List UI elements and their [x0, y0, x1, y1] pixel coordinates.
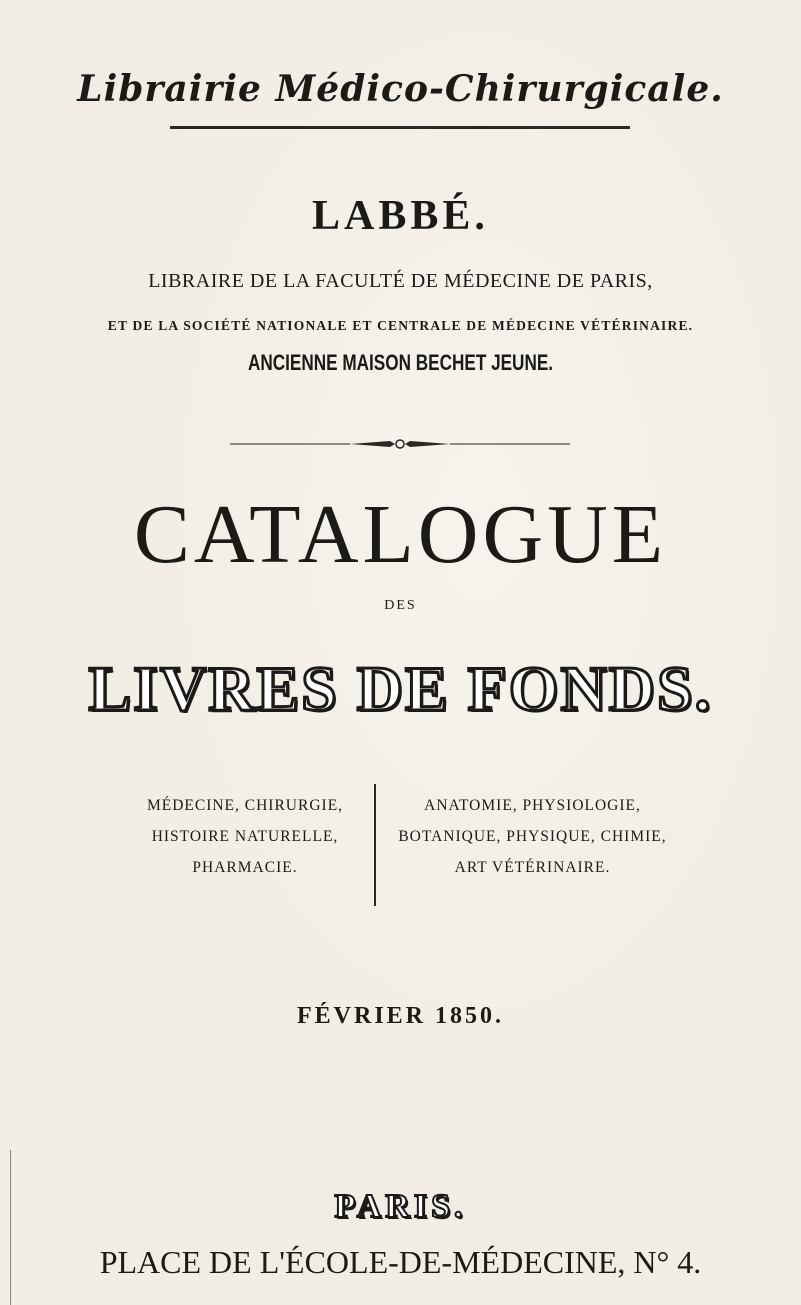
publisher-line-faculty: LIBRAIRE DE LA FACULTÉ DE MÉDECINE DE PARIS,	[148, 270, 653, 292]
imprint-city: PARIS.	[334, 1188, 467, 1225]
header-rule	[170, 126, 630, 129]
subject-line: ANATOMIE, PHYSIOLOGIE,	[424, 797, 641, 814]
subject-line: PHARMACIE.	[192, 859, 298, 876]
catalogue-subtitle: LIVRES DE FONDS.	[88, 653, 713, 724]
subject-line: MÉDECINE, CHIRURGIE,	[146, 797, 344, 814]
subjects-divider	[374, 784, 376, 906]
publisher-line-society: ET DE LA SOCIÉTÉ NATIONALE ET CENTRALE DE MÉDECINE VÉTÉRINAIRE.	[107, 318, 694, 333]
publisher-name: LABBÉ.	[312, 193, 489, 239]
page-edge-mark	[10, 1150, 11, 1305]
ornament-divider-icon	[230, 437, 570, 451]
catalogue-des: DES	[384, 598, 417, 613]
subject-line: HISTOIRE NATURELLE,	[151, 828, 339, 845]
catalogue-title: CATALOGUE	[133, 488, 668, 581]
subject-line: ART VÉTÉRINAIRE.	[454, 859, 611, 876]
subject-line: BOTANIQUE, PHYSIQUE, CHIMIE,	[398, 828, 667, 845]
former-house-line: ANCIENNE MAISON BECHET JEUNE.	[247, 350, 554, 375]
bookshop-header-title: Librairie Médico-Chirurgicale.	[77, 68, 724, 110]
subjects-left-column	[120, 790, 370, 883]
publication-date: FÉVRIER 1850.	[296, 1003, 504, 1029]
subjects-right-column	[390, 790, 675, 883]
imprint-address: PLACE DE L'ÉCOLE-DE-MÉDECINE, N° 4.	[99, 1244, 702, 1280]
